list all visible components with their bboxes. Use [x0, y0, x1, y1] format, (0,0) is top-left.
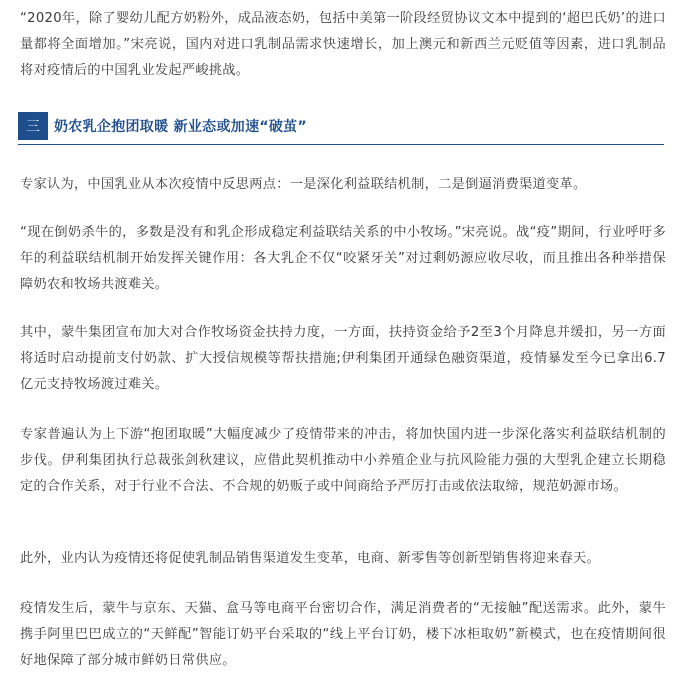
intro-paragraph: “2020年，除了婴幼儿配方奶粉外，成品液态奶，包括中美第一阶段经贸协议文本中提到的‘超巴氏奶’的进口量都将全面增加。”宋亮说，国内对进口乳制品需求快速增长，加上澳元和新西兰元贬值等因素，进口乳制品将对疫情后的中国乳业发起严峻挑战。 — [20, 11, 666, 78]
paragraph-channel-change: 此外，业内认为疫情还将促使乳制品销售渠道发生变革，电商、新零售等创新型销售将迎来春天。 — [20, 551, 600, 566]
section-title: 奶农乳企抱团取暖 新业态或加速“破茧” — [54, 119, 307, 135]
paragraph-ecommerce: 疫情发生后，蒙牛与京东、天猫、盒马等电商平台密切合作，满足消费者的“无接触”配送需求。此外，蒙牛携手阿里巴巴成立的“天鲜配”智能订奶平台采取的“线上平台订奶，楼下冰柜取奶”新模式，也在疫情期间很好地保障了部分城市鲜奶日常供应。 — [20, 601, 666, 668]
section-number-badge: 三 — [18, 112, 48, 140]
paragraph-dumping-milk: “现在倒奶杀牛的，多数是没有和乳企形成稳定利益联结关系的中小牧场。”宋亮说。战“疫”期间，行业呼吁多年的利益联结机制开始发挥关键作用：各大乳企不仅“咬紧牙关”对过剩奶源应收尽收，而且推出各种举措保障奶农和牧场共渡难关。 — [20, 225, 666, 292]
paragraph-huddle-warmth: 专家普遍认为上下游“抱团取暖”大幅度减少了疫情带来的冲击，将加快国内进一步深化落实利益联结机制的步伐。伊利集团执行总裁张剑秋建议，应借此契机推动中小养殖企业与抗风险能力强的大型乳企建立长期稳定的合作关系，对于行业不合法、不合规的奶贩子或中间商给予严厉打击或依法取缔，规范奶源市场。 — [20, 427, 666, 494]
section-divider — [18, 144, 664, 145]
section-header — [18, 112, 664, 140]
paragraph-mengniu-yili-support: 其中，蒙牛集团宣布加大对合作牧场资金扶持力度，一方面，扶持资金给予2至3个月降息并缓扣，另一方面将适时启动提前支付奶款、扩大授信规模等帮扶措施;伊利集团开通绿色融资渠道，疫情暴发至今已拿出6.7亿元支持牧场渡过难关。 — [20, 325, 666, 392]
paragraph-expert-view: 专家认为，中国乳业从本次疫情中反思两点：一是深化利益联结机制，二是倒逼消费渠道变革。 — [20, 177, 587, 192]
